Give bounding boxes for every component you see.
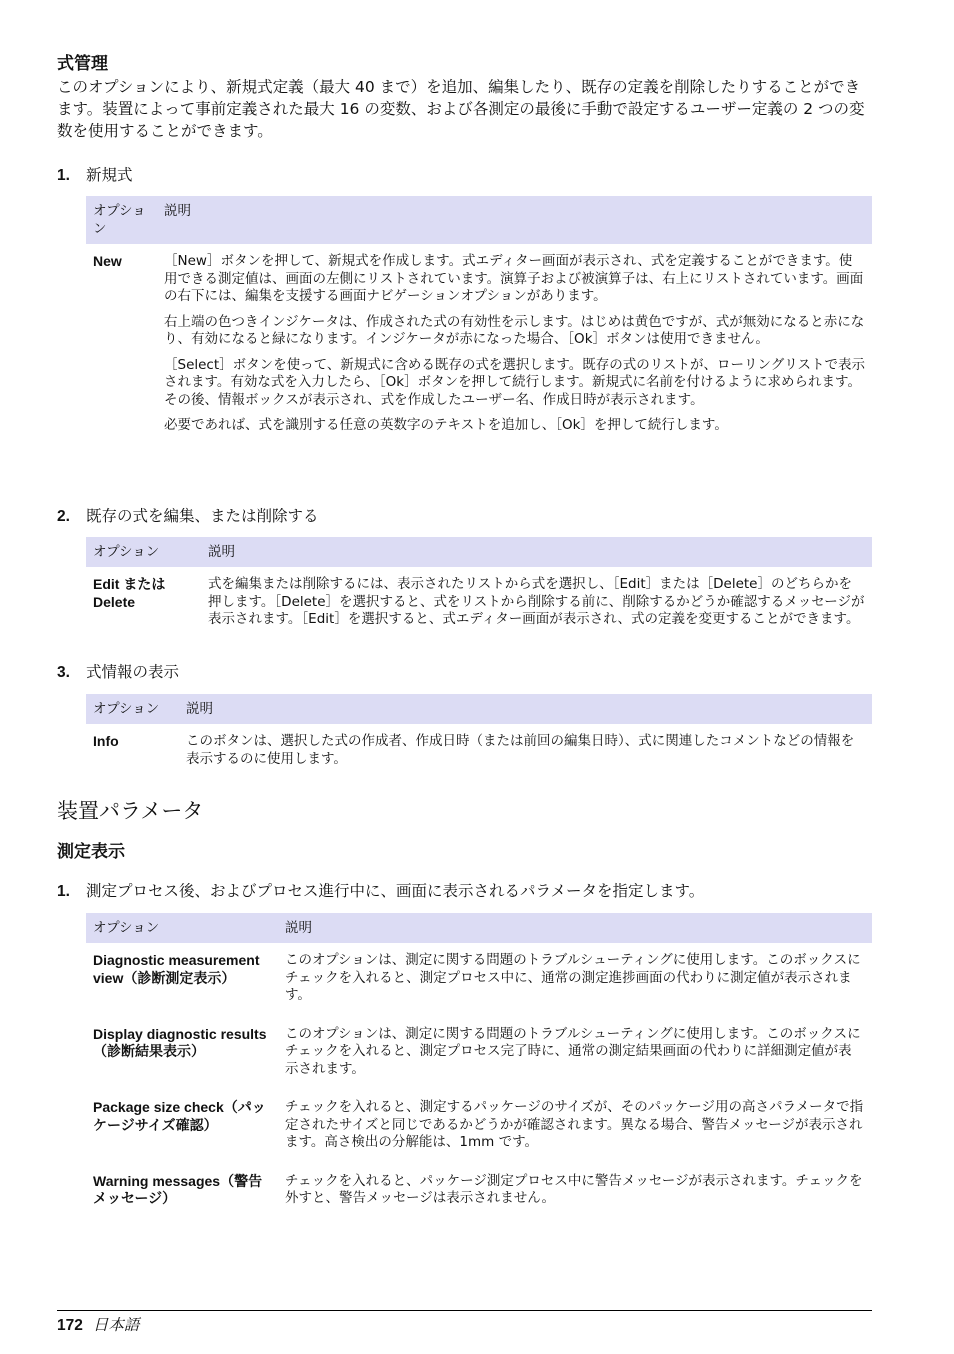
table-row [86, 244, 872, 447]
option-description [278, 1164, 872, 1220]
footer-divider [57, 1310, 872, 1311]
option-name: Diagnostic measurement view（診断測定表示） [93, 952, 260, 986]
page-number: 172 [57, 1317, 83, 1334]
subsection-heading: 測定表示 [57, 842, 125, 862]
col-description-header: 説明 [157, 196, 872, 244]
step-number: 2. [57, 508, 70, 525]
table-row [86, 1017, 872, 1091]
table-header-row [86, 196, 872, 244]
step-number: 1. [57, 883, 70, 900]
options-table-display [86, 913, 872, 1220]
step-2 [57, 504, 319, 526]
option-description [157, 244, 872, 447]
step-text: 新規式 [86, 166, 133, 184]
description-paragraph: 必要であれば、式を識別する任意の英数字のテキストを追加し、［Ok］を押して続行します。 [164, 417, 728, 433]
step-text: 式情報の表示 [86, 663, 180, 681]
option-name: Package size check（パッケージサイズ確認） [93, 1099, 266, 1133]
options-table-info [86, 694, 872, 780]
step-number: 1. [57, 167, 70, 184]
option-description [278, 1017, 872, 1091]
description-paragraph: ［Select］ボタンを使って、新規式に含める既存の式を選択します。既存の式のリストが、ローリングリストで表示されます。有効な式を入力したら、［Ok］ボタンを押して続行します。新規式に名前を付けるように求められます。その後、情報ボックスが表示され、式を作成したユーザー名、作成日時が表示されます。 [164, 356, 865, 408]
description-paragraph: 右上端の色つきインジケータは、作成された式の有効性を示します。はじめは黄色ですが、式が無効になると赤になり、有効になると緑になります。インジケータが赤になった場合、［Ok］ボタンは使用できません。 [164, 313, 865, 347]
options-table-edit [86, 537, 872, 641]
options-table-new [86, 196, 872, 447]
col-description-header: 説明 [278, 913, 872, 943]
table-header-row [86, 913, 872, 943]
description-paragraph: 式を編集または削除するには、表示されたリストから式を選択し、［Edit］または［Delete］のどちらかを押します。［Delete］を選択すると、式をリストから削除する前に、削除するかどうか確認するメッセージが表示されます。［Edit］を選択すると、式エディター画面が表示され、式の定義を変更することができます。 [208, 576, 865, 627]
table-row [86, 943, 872, 1017]
description-paragraph: このボタンは、選択した式の作成者、作成日時（または前回の編集日時）、式に関連したコメントなどの情報を表示するのに使用します。 [186, 733, 855, 767]
chapter-title: 装置パラメータ [57, 799, 204, 823]
option-name [86, 567, 201, 641]
section-intro: このオプションにより、新規式定義（最大 40 まで）を追加、編集したり、既存の定義を削除したりすることができます。装置によって事前定義された最大 16 の変数、および各測定の最後に手動で設定するユーザー定義の 2 つの変数を使用することができます。 [57, 78, 865, 140]
step-text: 測定プロセス後、およびプロセス進行中に、画面に表示されるパラメータを指定します。 [86, 882, 705, 900]
step-number: 3. [57, 664, 70, 681]
description-paragraph: このオプションは、測定に関する問題のトラブルシューティングに使用します。このボックスにチェックを入れると、測定プロセス完了時に、通常の測定結果画面の代わりに詳細測定値が表示されます。 [285, 1025, 861, 1077]
step-1 [57, 879, 704, 901]
table-row [86, 567, 872, 641]
step-text: 既存の式を編集、または削除する [86, 507, 319, 525]
table-header-row [86, 537, 872, 567]
table-header-row [86, 694, 872, 724]
table-row [86, 724, 872, 780]
col-option-header: オプション [86, 537, 201, 567]
table-row [86, 1164, 872, 1220]
description-paragraph: このオプションは、測定に関する問題のトラブルシューティングに使用します。このボックスにチェックを入れると、測定プロセス中に、通常の測定進捗画面の代わりに測定値が表示されます。 [285, 952, 861, 1003]
option-description [278, 1090, 872, 1164]
step-3 [57, 660, 179, 682]
col-description-header: 説明 [179, 694, 872, 724]
option-name: Display diagnostic results（診断結果表示） [93, 1025, 267, 1059]
table-row [86, 1090, 872, 1164]
option-name: Info [93, 733, 119, 749]
option-description [179, 724, 872, 780]
option-name-line: Edit または [93, 576, 166, 592]
page-footer [57, 1313, 139, 1335]
description-paragraph: ［New］ボタンを押して、新規式を作成します。式エディター画面が表示され、式を定義することができます。使用できる測定値は、画面の左側にリストされています。演算子および被演算子は、右上にリストされています。画面の右下には、編集を支援する画面ナビゲーションオプションがあります。 [164, 253, 864, 304]
footer-language: 日本語 [92, 1316, 140, 1334]
col-option-header: オプション [86, 694, 179, 724]
option-description [278, 943, 872, 1017]
option-name-line: Delete [93, 593, 136, 610]
option-description [201, 567, 872, 641]
col-option-header: オプション [86, 196, 157, 244]
option-name: Warning messages（警告メッセージ） [93, 1172, 263, 1206]
option-name: New [93, 253, 122, 269]
col-description-header: 説明 [201, 537, 872, 567]
description-paragraph: チェックを入れると、測定するパッケージのサイズが、そのパッケージ用の高さパラメータで指定されたサイズと同じであるかどうかが確認されます。異なる場合、警告メッセージが表示されます。高さ検出の分解能は、1mm です。 [285, 1099, 864, 1150]
step-1 [57, 163, 133, 185]
description-paragraph: チェックを入れると、パッケージ測定プロセス中に警告メッセージが表示されます。チェックを外すと、警告メッセージは表示されません。 [285, 1172, 863, 1206]
col-option-header: オプション [86, 913, 278, 943]
section-heading: 式管理 [57, 54, 108, 74]
